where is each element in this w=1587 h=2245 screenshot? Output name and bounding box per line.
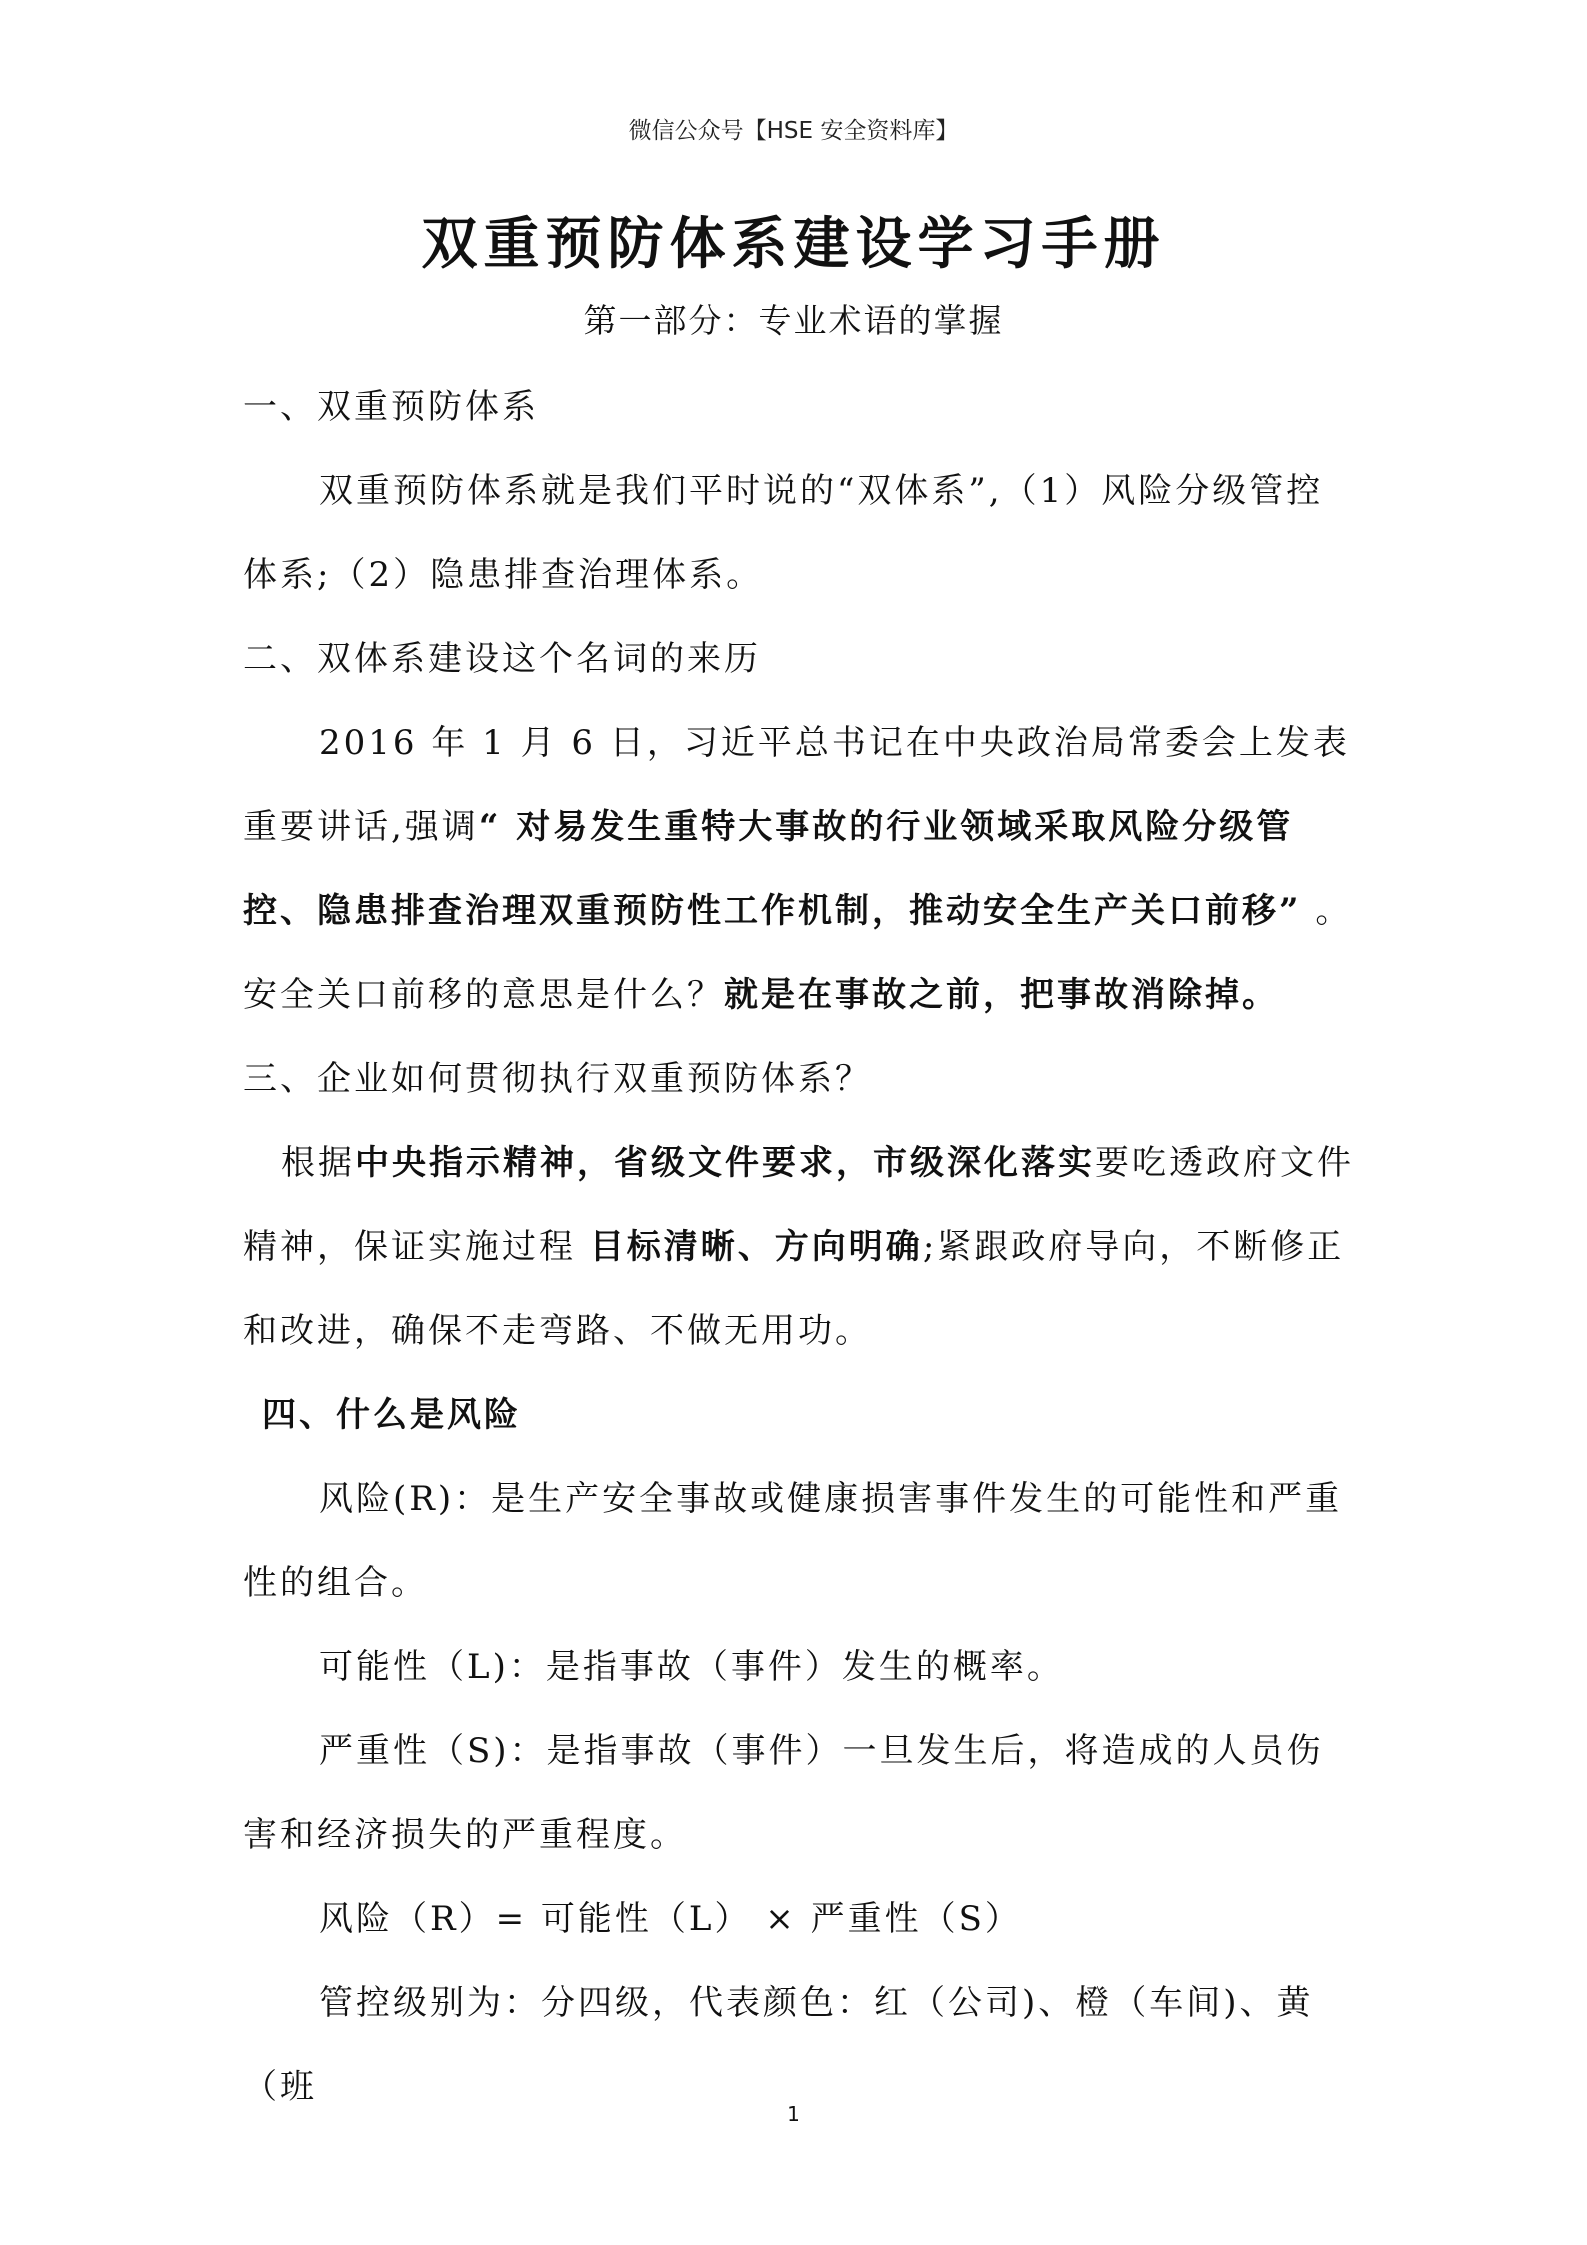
section-3-bold-b: 目标清晰、方向明确 [589,1227,923,1267]
section-4-paragraph-3: 严重性（S)：是指事故（事件）一旦发生后，将造成的人员伤害和经济损失的严重程度。 [243,1731,1324,1855]
document-body [243,365,1355,2129]
section-1-paragraph: 双重预防体系就是我们平时说的“双体系”,（1）风险分级管控体系;（2）隐患排查治理体系。 [243,471,1324,595]
section-2-lead-text: 2016 年 1 月 6 日，习近平总书记在中央政治局常委会上发表重要讲话,强调 [243,723,1350,847]
section-3-paragraph [243,1121,1355,1373]
section-4-paragraph-5: 管控级别为：分四级，代表颜色：红（公司)、橙（车间)、黄（班 [243,1983,1314,2107]
document-title: 双重预防体系建设学习手册 [421,211,1166,277]
section-heading-1: 一、双重预防体系 [243,387,539,427]
section-2-question: 安全关口前移的意思是什么？ [243,975,724,1015]
section-3-text-a: 根据 [281,1143,355,1183]
section-heading-4: 四、什么是风险 [262,1395,521,1435]
section-4-paragraph-1: 风险(R)：是生产安全事故或健康损害事件发生的可能性和严重性的组合。 [243,1479,1343,1603]
section-4-paragraph-2: 可能性（L)：是指事故（事件）发生的概率。 [319,1647,1064,1687]
document-subtitle: 第一部分：专业术语的掌握 [583,301,1004,340]
section-2-answer: 就是在事故之前，把事故消除掉。 [724,975,1279,1015]
page-number: 1 [787,2102,800,2126]
section-3-text-b: 要吃透政府文件精神，保证实施过程 [243,1143,1354,1267]
section-4-formula: 风险（R）= 可能性（L） × 严重性（S） [319,1899,1022,1939]
section-3-bold-a: 中央指示精神，省级文件要求，市级深化落实 [355,1143,1095,1183]
section-2-paragraph-1 [243,701,1355,953]
section-3-text-c: ;紧跟政府导向，不断修正和改进，确保不走弯路、不做无用功。 [243,1227,1345,1351]
section-heading-2: 二、双体系建设这个名词的来历 [243,639,761,679]
page-header: 微信公众号【HSE 安全资料库】 [628,118,959,144]
section-2-end: 。 [1301,891,1353,931]
section-2-quote: “ 对易发生重特大事故的行业领域采取风险分级管控、隐患排查治理双重预防性工作机制，推动安全生产关口前移” [243,807,1302,931]
section-heading-3: 三、企业如何贯彻执行双重预防体系？ [243,1059,872,1099]
section-2-paragraph-2 [243,953,1355,1037]
